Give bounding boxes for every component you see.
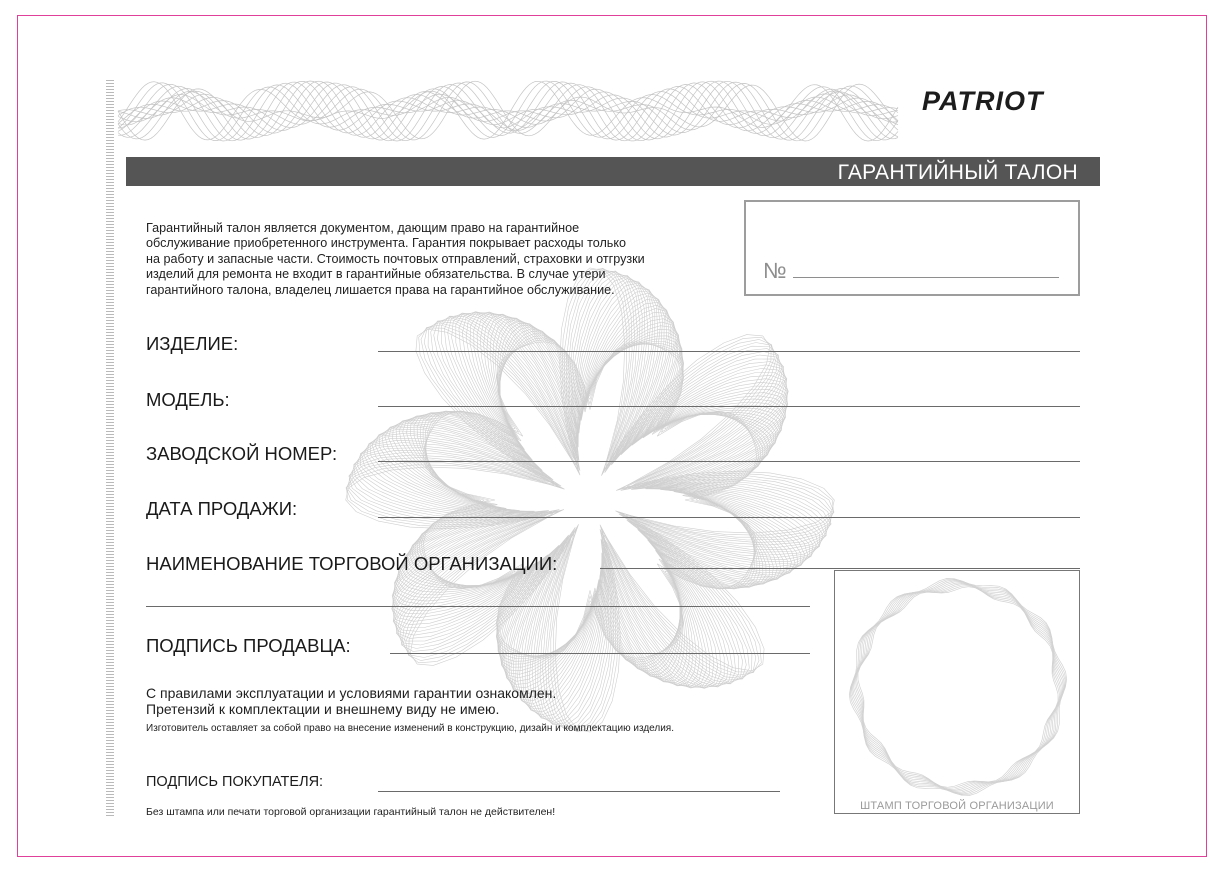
model-label: МОДЕЛЬ: — [146, 389, 230, 410]
certificate-number-box — [744, 200, 1080, 296]
sale-date-field[interactable] — [378, 517, 1080, 518]
buyer-signature-field[interactable] — [378, 791, 780, 792]
seller-signature-field[interactable] — [390, 653, 810, 654]
validity-note: Без штампа или печати торговой организации гарантийный талон не действителен! — [146, 806, 556, 818]
seller-signature-label: ПОДПИСЬ ПРОДАВЦА: — [146, 635, 351, 656]
organization-field-line2[interactable] — [146, 606, 810, 607]
agreement-text — [146, 685, 556, 717]
stamp-label: ШТАМП ТОРГОВОЙ ОРГАНИЗАЦИИ — [860, 800, 1054, 812]
intro-line: обслуживание приобретенного инструмента. Гарантия покрывает расходы только — [146, 236, 627, 251]
agreement-line: С правилами эксплуатации и условиями гарантии ознакомлен. — [146, 685, 557, 701]
number-sign: № — [763, 258, 787, 283]
page-title: ГАРАНТИЙНЫЙ ТАЛОН — [126, 157, 1100, 186]
manufacturer-note: Изготовитель оставляет за собой право на внесение изменений в конструкцию, дизайн и комплектацию изделия. — [146, 723, 674, 734]
intro-line: гарантийного талона, владелец лишается права на гарантийное обслуживание. — [146, 282, 615, 297]
microtext-strip — [106, 80, 114, 816]
sale-date-label: ДАТА ПРОДАЖИ: — [146, 498, 298, 519]
organization-field[interactable] — [600, 568, 1080, 569]
intro-line: на работу и запасные части. Стоимость почтовых отправлений, страховки и отгрузки — [146, 251, 645, 266]
organization-label: НАИМЕНОВАНИЕ ТОРГОВОЙ ОРГАНИЗАЦИИ: — [146, 553, 558, 574]
model-field[interactable] — [378, 406, 1080, 407]
stamp-box — [834, 570, 1080, 814]
serial-label: ЗАВОДСКОЙ НОМЕР: — [146, 443, 338, 464]
certificate-number-field[interactable] — [793, 277, 1059, 278]
product-field[interactable] — [378, 351, 1080, 352]
buyer-signature-label: ПОДПИСЬ ПОКУПАТЕЛЯ: — [146, 774, 324, 790]
intro-paragraph — [146, 221, 736, 298]
intro-line: Гарантийный талон является документом, дающим право на гарантийное — [146, 221, 580, 235]
brand-logo: PATRIOT — [922, 86, 1044, 116]
product-label: ИЗДЕЛИЕ: — [146, 333, 239, 354]
intro-line: изделий для ремонта не входит в гарантийные обязательства. В случае утери — [146, 267, 606, 282]
agreement-line: Претензий к комплектации и внешнему виду не имею. — [146, 701, 500, 717]
stamp-circle — [835, 571, 1081, 815]
serial-field[interactable] — [378, 461, 1080, 462]
